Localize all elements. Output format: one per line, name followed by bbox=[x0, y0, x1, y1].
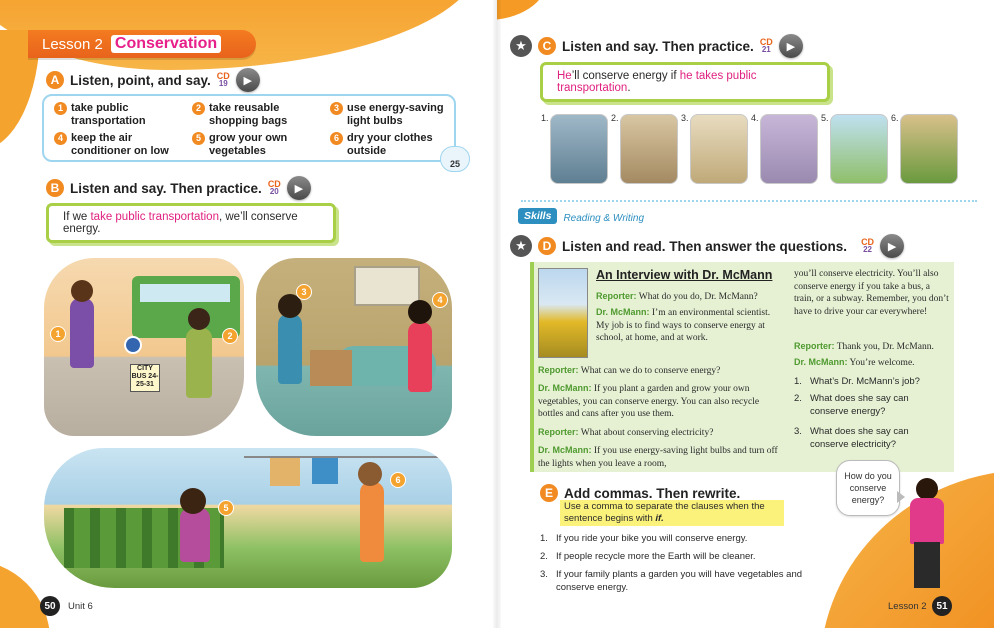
decorative-swoosh bbox=[0, 560, 50, 628]
girl-body bbox=[910, 498, 944, 544]
interview-continued: you’ll conserve electricity. You’ll also conserve energy if you take a bus, a train, or a subway. Remember, you don’t have to drive your car everywhere! bbox=[794, 269, 949, 317]
section-letter: D bbox=[538, 237, 556, 255]
section-letter: A bbox=[46, 71, 64, 89]
audio-play-button[interactable]: ▶ bbox=[779, 34, 803, 58]
page-number: 51 bbox=[932, 596, 952, 616]
model-sentence-box: If we take public transportation, we’ll conserve energy. bbox=[46, 203, 336, 243]
star-icon: ★ bbox=[510, 35, 532, 57]
interview-line: Reporter: What about conserving electricity? bbox=[538, 427, 714, 438]
interview-line: Reporter: Thank you, Dr. McMann. bbox=[794, 341, 934, 352]
skills-subtitle: Reading & Writing bbox=[563, 213, 645, 224]
picture-label: 5. bbox=[821, 113, 829, 123]
model-sentence-box: He’ll conserve energy if he takes public transportation. bbox=[540, 62, 830, 102]
rewrite-item: 1. If you ride your bike you will conserve energy. bbox=[540, 533, 748, 544]
scientist-photo bbox=[538, 268, 588, 358]
question-item: 3. What does she say can conserve electricity? bbox=[794, 426, 909, 450]
rewrite-item: 2. If people recycle more the Earth will be cleaner. bbox=[540, 551, 756, 562]
section-title: Listen and say. Then practice. bbox=[70, 180, 262, 196]
section-a-heading bbox=[46, 68, 260, 92]
star-icon: ★ bbox=[510, 235, 532, 257]
picture-6 bbox=[900, 114, 958, 184]
picture-label: 2. bbox=[611, 113, 619, 123]
section-letter: C bbox=[538, 37, 556, 55]
vocab-item: 3 use energy-saving light bulbs bbox=[330, 102, 454, 127]
number-tag: 2 bbox=[222, 328, 238, 344]
lesson-title-bar bbox=[28, 30, 256, 58]
section-d-heading bbox=[510, 234, 904, 258]
question-item: 1. What’s Dr. McMann’s job? bbox=[794, 376, 920, 387]
illustration-living-room bbox=[256, 258, 452, 436]
picture-label: 3. bbox=[681, 113, 689, 123]
interview-line: Reporter: What can we do to conserve energy? bbox=[538, 365, 721, 376]
interview-line: Reporter: What do you do, Dr. McMann? bbox=[596, 291, 758, 302]
girl-head bbox=[916, 478, 938, 500]
number-tag: 5 bbox=[218, 500, 234, 516]
number-tag: 3 bbox=[296, 284, 312, 300]
digital-resource-badge[interactable]: 25 bbox=[440, 146, 470, 172]
section-title: Listen and read. Then answer the questions. bbox=[562, 238, 848, 254]
cd-track-icon: CD 20 bbox=[267, 179, 281, 196]
picture-2 bbox=[620, 114, 678, 184]
section-title: Listen, point, and say. bbox=[70, 72, 211, 88]
section-letter: B bbox=[46, 179, 64, 197]
grammar-tip: Use a comma to separate the clauses when the sentence begins with if. bbox=[560, 500, 784, 526]
decorative-swoosh bbox=[497, 0, 547, 20]
vocab-item: 6 dry your clothes outside bbox=[330, 132, 454, 157]
audio-play-button[interactable]: ▶ bbox=[880, 234, 904, 258]
number-tag: 1 bbox=[50, 326, 66, 342]
lesson-label: Lesson 2 bbox=[888, 601, 927, 612]
picture-1 bbox=[550, 114, 608, 184]
vocab-item: 4 keep the air conditioner on low bbox=[54, 132, 184, 157]
book-gutter bbox=[493, 0, 501, 628]
number-tag: 4 bbox=[432, 292, 448, 308]
vocab-item: 1 take public transportation bbox=[54, 102, 184, 127]
question-item: 2. What does she say can conserve energy? bbox=[794, 393, 909, 417]
picture-3 bbox=[690, 114, 748, 184]
speech-bubble: How do you conserve energy? bbox=[836, 460, 900, 516]
cd-track-icon: CD 21 bbox=[759, 37, 773, 54]
rewrite-item: 3. If your family plants a garden you will have vegetables and conserve energy. bbox=[540, 569, 803, 593]
illustration-bus-stop bbox=[44, 258, 244, 436]
picture-label: 4. bbox=[751, 113, 759, 123]
lesson-name: Conservation bbox=[111, 35, 221, 53]
picture-label: 1. bbox=[541, 113, 549, 123]
section-b-heading bbox=[46, 176, 311, 200]
audio-play-button[interactable]: ▶ bbox=[287, 176, 311, 200]
picture-label: 6. bbox=[891, 113, 899, 123]
interview-line: Dr. McMann: I’m an environmental scientist. My job is to find ways to conserve energy at school, at home, and at work. bbox=[596, 307, 771, 343]
number-tag: 6 bbox=[390, 472, 406, 488]
section-title: Listen and say. Then practice. bbox=[562, 38, 754, 54]
picture-4 bbox=[760, 114, 818, 184]
cd-track-icon: CD 22 bbox=[861, 237, 875, 254]
girl-legs bbox=[914, 542, 940, 588]
cd-track-icon: CD 19 bbox=[216, 71, 230, 88]
picture-5 bbox=[830, 114, 888, 184]
lesson-number: Lesson 2 bbox=[42, 35, 103, 53]
section-letter: E bbox=[540, 484, 558, 502]
illustration-garden bbox=[44, 448, 452, 588]
skills-header bbox=[518, 188, 644, 224]
vocab-item: 2 take reusable shopping bags bbox=[192, 102, 322, 127]
vocab-item: 5 grow your own vegetables bbox=[192, 132, 322, 157]
interview-line: Dr. McMann: If you use energy-saving light bulbs and turn off the lights when you leave a room, bbox=[538, 445, 778, 469]
skills-label: Skills bbox=[518, 208, 557, 224]
page-number: 50 bbox=[40, 596, 60, 616]
bus-sign: CITY BUS 24-25-31 bbox=[130, 364, 160, 392]
section-c-heading bbox=[510, 34, 803, 58]
interview-line: Dr. McMann: If you plant a garden and grow your own vegetables, you can conserve energy. You can also recycle bottles and cans after you use them. bbox=[538, 383, 760, 419]
article-title: An Interview with Dr. McMann bbox=[596, 268, 773, 282]
audio-play-button[interactable]: ▶ bbox=[236, 68, 260, 92]
unit-label: Unit 6 bbox=[68, 601, 93, 612]
section-title: Add commas. Then rewrite. bbox=[564, 485, 741, 501]
interview-line: Dr. McMann: You’re welcome. bbox=[794, 357, 915, 368]
vocabulary-box bbox=[42, 94, 456, 162]
